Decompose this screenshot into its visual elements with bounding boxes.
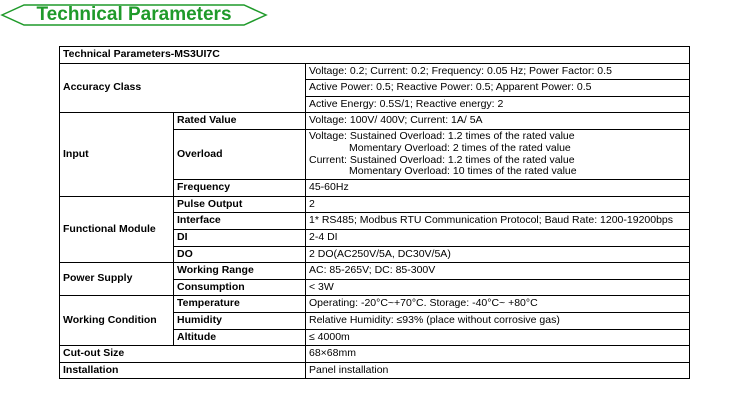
pulse-output-value: 2 — [306, 196, 690, 213]
accuracy-class-label: Accuracy Class — [60, 63, 306, 113]
table-row — [60, 263, 690, 280]
working-range-label: Working Range — [174, 263, 306, 280]
consumption-value: < 3W — [306, 279, 690, 296]
table-row — [60, 113, 690, 130]
pulse-output-label: Pulse Output — [174, 196, 306, 213]
overload-line-4: Momentary Overload: 10 times of the rated value — [349, 165, 577, 178]
table-row — [60, 362, 690, 379]
section-banner — [0, 0, 268, 30]
accuracy-line-2: Active Power: 0.5; Reactive Power: 0.5; Apparent Power: 0.5 — [306, 80, 690, 97]
rated-value-label: Rated Value — [174, 113, 306, 130]
functional-module-label: Functional Module — [60, 196, 174, 262]
technical-parameters-table — [59, 46, 690, 379]
humidity-value: Relative Humidity: ≤93% (place without corrosive gas) — [306, 312, 690, 329]
overload-line-3: Current: Sustained Overload: 1.2 times of the rated value — [309, 153, 575, 166]
do-value: 2 DO(AC250V/5A, DC30V/5A) — [306, 246, 690, 263]
di-label: DI — [174, 229, 306, 246]
installation-label: Installation — [60, 362, 306, 379]
overload-line-1: Voltage: Sustained Overload: 1.2 times of the rated value — [309, 129, 575, 142]
cutout-size-value: 68×68mm — [306, 346, 690, 363]
working-condition-label: Working Condition — [60, 296, 174, 346]
table-row — [60, 346, 690, 363]
frequency-value: 45-60Hz — [306, 180, 690, 197]
input-label: Input — [60, 113, 174, 196]
installation-value: Panel installation — [306, 362, 690, 379]
altitude-label: Altitude — [174, 329, 306, 346]
altitude-value: ≤ 4000m — [306, 329, 690, 346]
overload-label: Overload — [174, 129, 306, 179]
di-value: 2-4 DI — [306, 229, 690, 246]
consumption-label: Consumption — [174, 279, 306, 296]
overload-line-2: Momentary Overload: 2 times of the rated value — [349, 141, 571, 154]
temperature-label: Temperature — [174, 296, 306, 313]
table-title-row — [60, 47, 690, 64]
table-row — [60, 196, 690, 213]
power-supply-label: Power Supply — [60, 263, 174, 296]
frequency-label: Frequency — [174, 180, 306, 197]
temperature-value: Operating: -20°C~+70°C. Storage: -40°C~ +80°C — [306, 296, 690, 313]
table-title: Technical Parameters-MS3UI7C — [60, 47, 690, 64]
cutout-size-label: Cut-out Size — [60, 346, 306, 363]
interface-label: Interface — [174, 213, 306, 230]
accuracy-line-3: Active Energy: 0.5S/1; Reactive energy: 2 — [306, 96, 690, 113]
rated-value: Voltage: 100V/ 400V; Current: 1A/ 5A — [306, 113, 690, 130]
table-row — [60, 296, 690, 313]
humidity-label: Humidity — [174, 312, 306, 329]
interface-value: 1* RS485; Modbus RTU Communication Protocol; Baud Rate: 1200-19200bps — [306, 213, 690, 230]
do-label: DO — [174, 246, 306, 263]
table-row — [60, 63, 690, 80]
working-range-value: AC: 85-265V; DC: 85-300V — [306, 263, 690, 280]
banner-title: Technical Parameters — [36, 4, 232, 25]
overload-value — [306, 129, 690, 179]
accuracy-line-1: Voltage: 0.2; Current: 0.2; Frequency: 0.05 Hz; Power Factor: 0.5 — [306, 63, 690, 80]
